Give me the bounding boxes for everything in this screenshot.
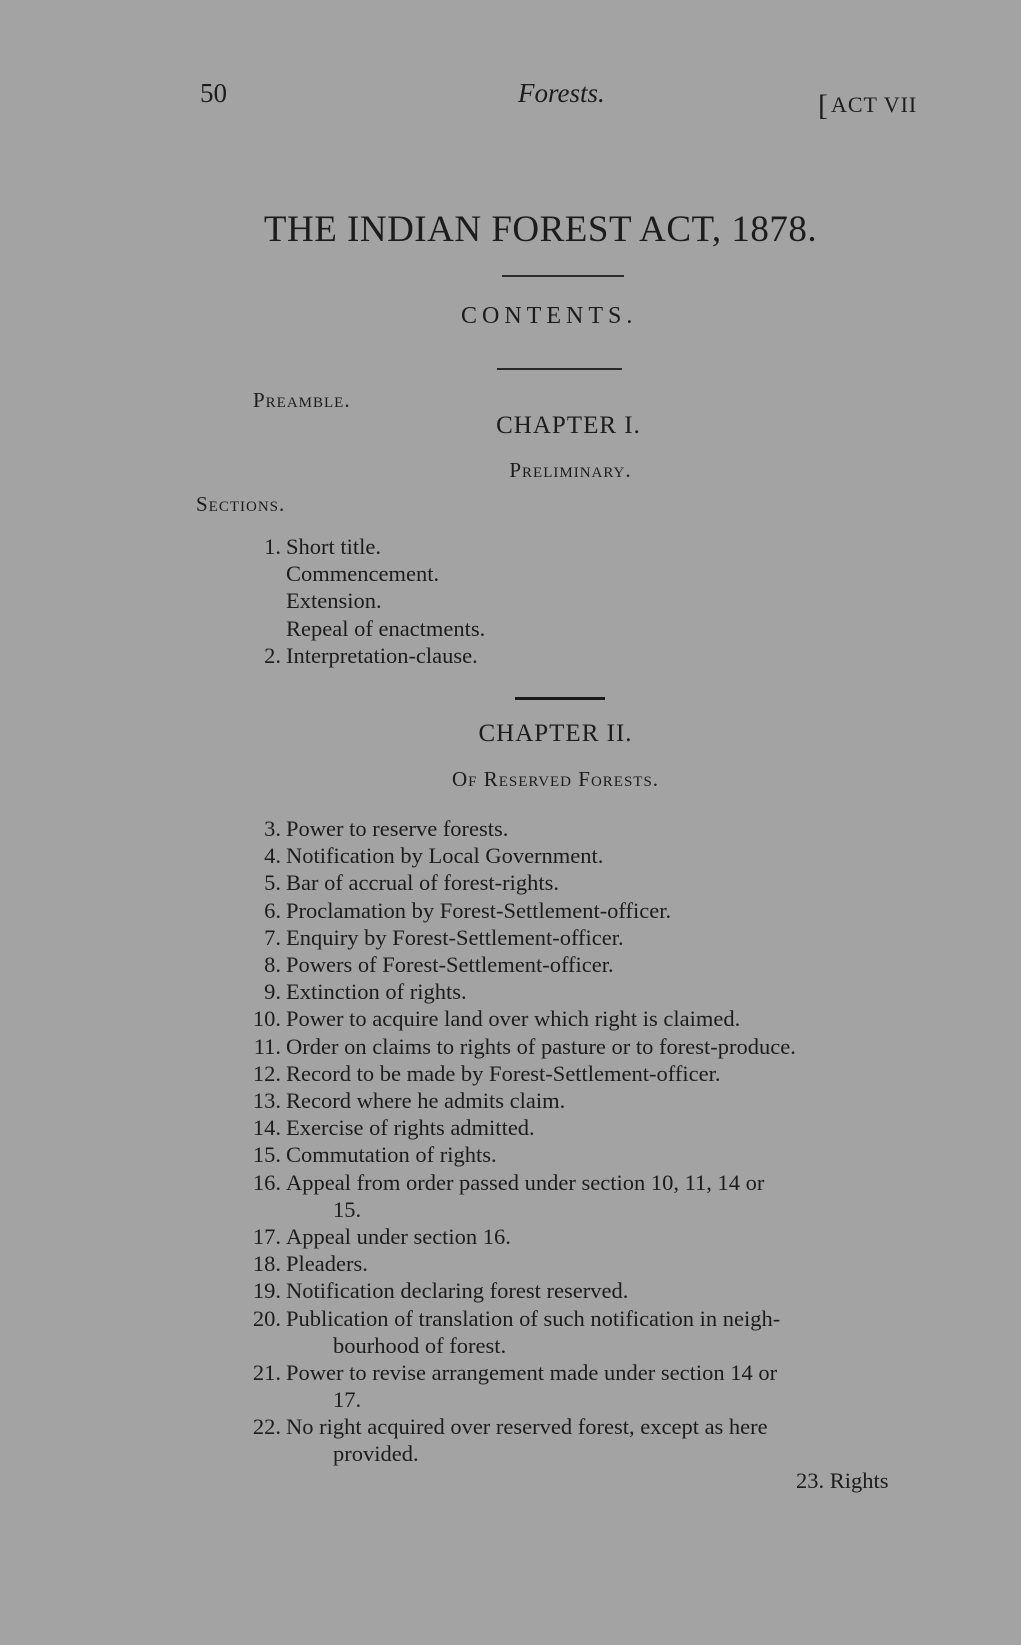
section-number: 18. [252, 1251, 281, 1277]
section-title: Powers of Forest-Settlement-officer. [286, 952, 614, 977]
section-title: Notification declaring forest reserved. [286, 1278, 629, 1304]
section-entry [252, 1169, 765, 1223]
section-title: Power to revise arrangement made under section 14 or [286, 1360, 778, 1385]
section-number: 5. [264, 870, 281, 896]
section-number: 1. [264, 534, 281, 559]
section-title-continuation: 15. [333, 1196, 362, 1222]
contents-heading: CONTENTS. [461, 303, 638, 329]
chapter-divider-rule [515, 697, 605, 700]
section-number: 10. [252, 1006, 281, 1032]
section-title: Enquiry by Forest-Settlement-officer. [286, 924, 624, 950]
section-number: 11. [253, 1033, 281, 1059]
act-reference: [ ACT VII [818, 86, 917, 120]
section-number: 13. [252, 1088, 281, 1113]
section-title: Power to reserve forests. [286, 816, 509, 841]
section-entry [252, 1359, 778, 1413]
section-number: 9. [264, 979, 281, 1005]
section-number: 6. [264, 897, 281, 923]
page-number: 50 [200, 78, 227, 108]
catchword: 23. Rights [796, 1468, 889, 1493]
section-entry [252, 1087, 566, 1114]
section-entry [252, 1250, 368, 1277]
section-title-continuation: bourhood of forest. [333, 1332, 507, 1358]
section-title: Commencement. [286, 561, 440, 587]
section-number: 14. [252, 1115, 281, 1141]
section-entry [264, 897, 672, 924]
section-title: Exercise of rights admitted. [286, 1115, 535, 1141]
title-rule [502, 275, 624, 277]
chapter-2-title: CHAPTER II. [478, 720, 633, 747]
section-entry [264, 815, 509, 842]
section-number: 7. [264, 924, 281, 950]
section-entry [252, 1223, 511, 1250]
section-number: 22. [252, 1414, 281, 1440]
section-number: 21. [252, 1360, 281, 1385]
section-entry [264, 533, 381, 560]
section-entry [264, 924, 624, 951]
section-entry [264, 842, 604, 869]
section-entry [252, 1114, 535, 1141]
chapter-1-subtitle: Preliminary. [509, 458, 632, 482]
section-number: 15. [252, 1142, 281, 1168]
section-number: 19. [252, 1278, 281, 1304]
section-title: Appeal from order passed under section 10, 11, 14 or [286, 1169, 765, 1195]
chapter-1-title: CHAPTER I. [496, 412, 641, 439]
section-entry [264, 869, 560, 896]
chapter-2-subtitle: Of Reserved Forests. [451, 767, 660, 791]
section-number: 2. [264, 642, 281, 668]
section-entry [264, 978, 467, 1005]
section-title: No right acquired over reserved forest, except as here [286, 1414, 768, 1440]
section-number: 8. [264, 952, 281, 977]
section-title: Appeal under section 16. [286, 1224, 511, 1249]
section-title: Extension. [286, 588, 382, 614]
section-entry [252, 1305, 781, 1359]
section-title: Interpretation-clause. [286, 642, 478, 668]
section-entry [252, 1005, 741, 1032]
section-entry [286, 587, 382, 614]
section-number: 12. [252, 1060, 281, 1086]
section-number: 17. [252, 1224, 281, 1249]
contents-rule [497, 368, 622, 370]
section-title: Commutation of rights. [286, 1142, 497, 1168]
section-title-continuation: provided. [333, 1441, 419, 1467]
section-entry [252, 1060, 721, 1087]
section-title: Power to acquire land over which right is claimed. [286, 1006, 741, 1032]
section-number: 4. [264, 843, 281, 869]
section-title: Extinction of rights. [286, 979, 467, 1005]
section-entry [252, 1413, 768, 1467]
section-title: Bar of accrual of forest-rights. [286, 870, 560, 896]
section-entry [252, 1277, 629, 1304]
section-entry [286, 560, 439, 587]
preamble-label: Preamble. [253, 388, 351, 412]
running-head: Forests. [518, 78, 605, 108]
section-title: Publication of translation of such notification in neigh- [286, 1305, 781, 1331]
section-entry [264, 951, 614, 978]
section-entry [252, 1141, 497, 1168]
section-title: Repeal of enactments. [286, 615, 486, 641]
section-title-continuation: 17. [333, 1387, 362, 1412]
section-title: Record to be made by Forest-Settlement-officer. [286, 1060, 721, 1086]
section-title: Proclamation by Forest-Settlement-officer. [286, 897, 672, 923]
section-entry [253, 1033, 796, 1060]
document-title: THE INDIAN FOREST ACT, 1878. [263, 209, 818, 250]
section-entry [286, 615, 485, 642]
section-number: 3. [264, 816, 281, 841]
section-title: Order on claims to rights of pasture or to forest-produce. [286, 1033, 796, 1059]
section-number: 20. [252, 1305, 281, 1331]
section-title: Short title. [286, 534, 381, 559]
section-title: Notification by Local Government. [286, 843, 604, 869]
section-entry [264, 642, 478, 669]
section-title: Record where he admits claim. [286, 1088, 566, 1113]
section-number: 16. [252, 1169, 281, 1195]
sections-label: Sections. [196, 492, 286, 516]
section-title: Pleaders. [286, 1251, 368, 1277]
